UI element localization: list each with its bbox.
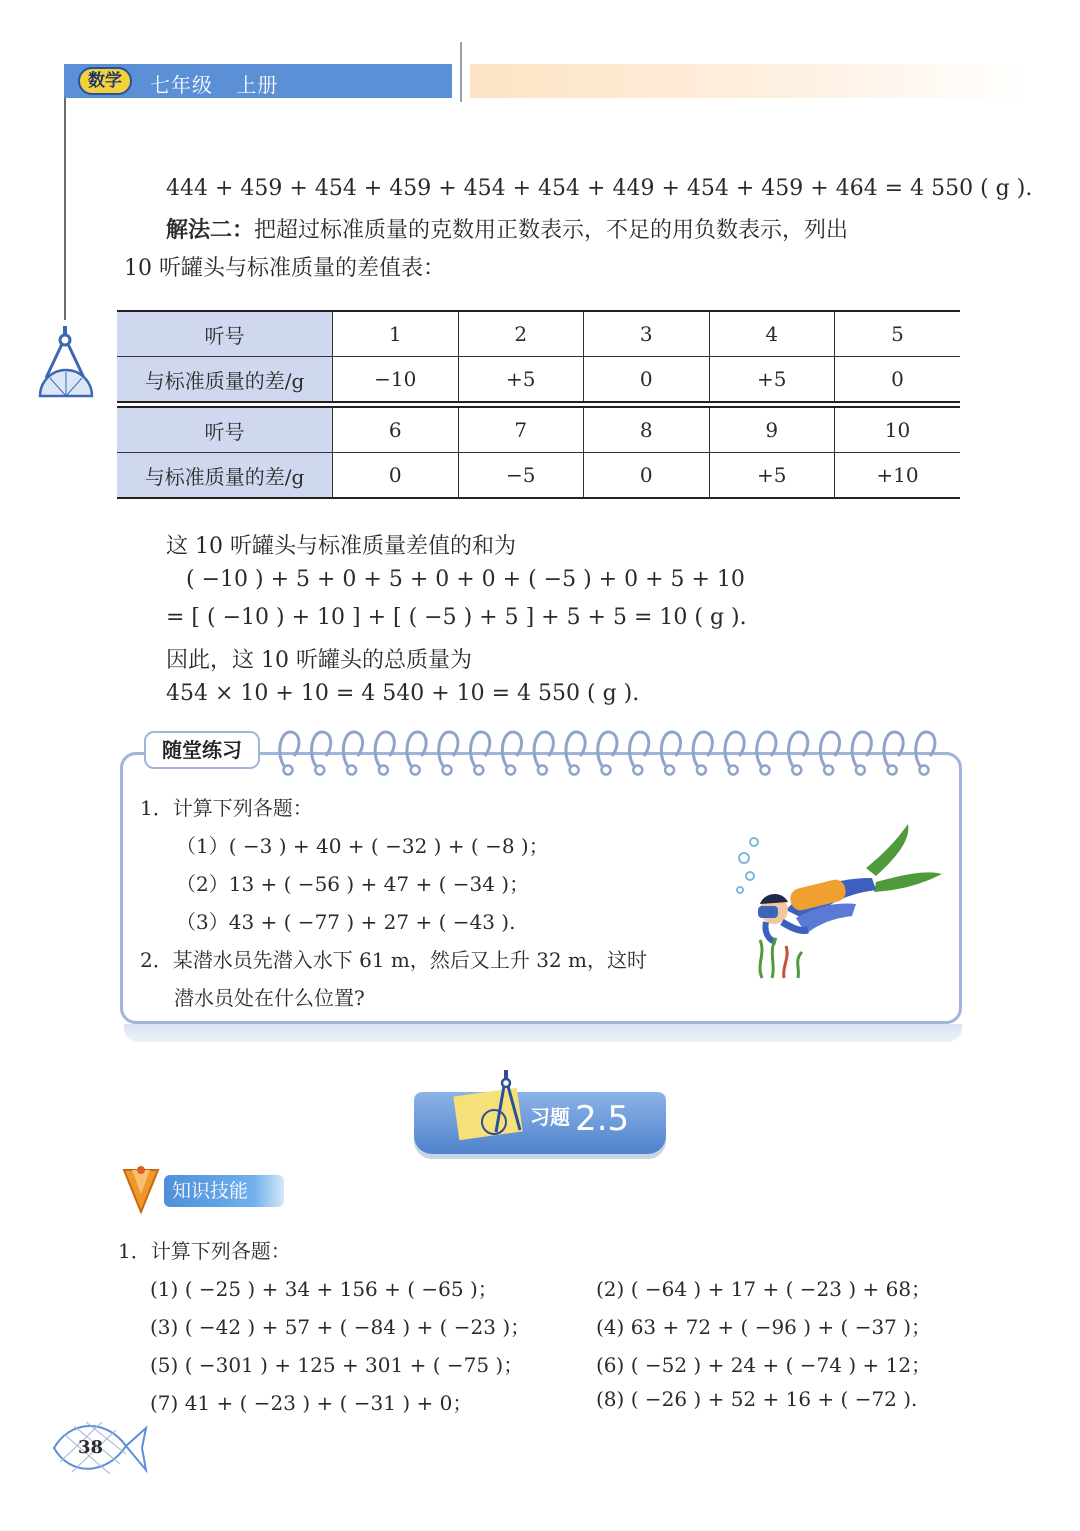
table-cell: −5	[458, 453, 584, 499]
exercise-item: (5) ( −301 ) + 125 + 301 + ( −75 )；	[150, 1353, 524, 1377]
table-cell: 4	[709, 311, 835, 357]
table-cell: 6	[333, 407, 459, 453]
subject-badge: 数学	[78, 67, 132, 95]
margin-line	[64, 98, 66, 320]
ring	[852, 732, 871, 766]
ring	[725, 732, 744, 766]
knowledge-skills-label: 知识技能	[164, 1175, 284, 1207]
ring	[502, 732, 521, 766]
ring-hole	[665, 766, 674, 775]
sum-result: = [ ( −10 ) + 10 ] + [ ( −5 ) + 5 ] + 5 + 5 = 10 ( g ).	[166, 605, 747, 630]
practice-q1-item: （3）43 + ( −77 ) + 27 + ( −43 ).	[176, 910, 516, 934]
ring-hole	[570, 766, 579, 775]
diver-illustration-icon	[726, 818, 950, 988]
ring	[534, 732, 553, 766]
ring	[598, 732, 617, 766]
ring-hole	[761, 766, 770, 775]
header-title: 七年级 上册	[150, 73, 279, 97]
method2-text-cont: 10 听罐头与标准质量的差值表：	[124, 256, 445, 281]
table-cell: 0	[584, 453, 710, 499]
table-cell: 0	[584, 357, 710, 403]
table-header-cell: 与标准质量的差/g	[117, 453, 333, 499]
table-cell: +5	[709, 453, 835, 499]
ring-hole	[824, 766, 833, 775]
table-cell: +5	[709, 357, 835, 403]
method2-text: 把超过标准质量的克数用正数表示，不足的用负数表示，列出	[254, 218, 849, 243]
practice-q1-item: （2）13 + ( −56 ) + 47 + ( −34 )；	[176, 872, 530, 896]
ring-hole	[284, 766, 293, 775]
practice-q2-cont: 潜水员处在什么位置?	[174, 986, 365, 1010]
ring-hole	[888, 766, 897, 775]
ring	[693, 732, 712, 766]
exercise-title	[530, 1099, 629, 1139]
sum-intro: 这 10 听罐头与标准质量差值的和为	[166, 534, 516, 559]
ring-hole	[633, 766, 642, 775]
compass-protractor-icon	[36, 326, 96, 400]
table-row	[117, 311, 960, 357]
table-header-cell: 听号	[117, 407, 333, 453]
conclusion: 因此，这 10 听罐头的总质量为	[166, 648, 472, 673]
table-cell: +5	[458, 357, 584, 403]
ring	[789, 732, 808, 766]
ring	[566, 732, 585, 766]
ring	[630, 732, 649, 766]
page-number: 38	[78, 1437, 104, 1458]
ring-hole	[347, 766, 356, 775]
ring-hole	[443, 766, 452, 775]
exercise-number: 2.5	[575, 1099, 630, 1139]
exercise-item: (3) ( −42 ) + 57 + ( −84 ) + ( −23 )；	[150, 1315, 531, 1339]
exercise-item: (1) ( −25 ) + 34 + 156 + ( −65 )；	[150, 1277, 498, 1301]
sum-expression: ( −10 ) + 5 + 0 + 5 + 0 + 0 + ( −5 ) + 0 + 5 + 10	[186, 567, 745, 592]
table-cell: 2	[458, 311, 584, 357]
difference-table-part2	[117, 406, 960, 499]
total-mass: 454 × 10 + 10 = 4 540 + 10 = 4 550 ( g ).	[166, 681, 640, 706]
exercise-item: (7) 41 + ( −23 ) + ( −31 ) + 0；	[150, 1391, 473, 1415]
ring-hole	[315, 766, 324, 775]
header-gradient	[470, 64, 1030, 98]
ring	[757, 732, 776, 766]
ring	[375, 732, 394, 766]
ring	[884, 732, 903, 766]
ring-hole	[506, 766, 515, 775]
table-row	[117, 407, 960, 453]
exercise-item: (4) 63 + 72 + ( −96 ) + ( −37 )；	[596, 1315, 932, 1339]
practice-q2: 2．某潜水员先潜入水下 61 m，然后又上升 32 m，这时	[140, 948, 647, 972]
exercise-item: (2) ( −64 ) + 17 + ( −23 ) + 68；	[596, 1277, 932, 1301]
table-header-cell: 听号	[117, 311, 333, 357]
exercise-item: (8) ( −26 ) + 52 + 16 + ( −72 ).	[596, 1387, 918, 1411]
ring-hole	[474, 766, 483, 775]
compass-icon	[474, 1068, 530, 1140]
practice-q1: 1．计算下列各题：	[140, 796, 313, 820]
table-cell: 3	[584, 311, 710, 357]
sum-line: 444 + 459 + 454 + 459 + 454 + 454 + 449 + 454 + 459 + 464 = 4 550 ( g ).	[166, 176, 1033, 201]
ring-hole	[538, 766, 547, 775]
table-cell: 5	[835, 311, 961, 357]
table-cell: 8	[584, 407, 710, 453]
table-cell: 1	[333, 311, 459, 357]
table-cell: +10	[835, 453, 961, 499]
ring-hole	[856, 766, 865, 775]
ring	[916, 732, 935, 766]
table-header-cell: 与标准质量的差/g	[117, 357, 333, 403]
difference-table-part1	[117, 310, 960, 403]
ring	[280, 732, 299, 766]
ring	[439, 732, 458, 766]
ring	[820, 732, 839, 766]
practice-title: 随堂练习	[144, 731, 260, 769]
ring	[312, 732, 331, 766]
notebook-rings-icon	[276, 726, 956, 780]
ring-hole	[602, 766, 611, 775]
ring-hole	[792, 766, 801, 775]
exercise-item: (6) ( −52 ) + 24 + ( −74 ) + 12；	[596, 1353, 932, 1377]
ring-hole	[920, 766, 929, 775]
table-row	[117, 453, 960, 499]
method2-paragraph	[166, 213, 848, 244]
ring	[471, 732, 490, 766]
ring-hole	[379, 766, 388, 775]
table-cell: 9	[709, 407, 835, 453]
pencil-tip-icon	[122, 1164, 160, 1214]
ring	[661, 732, 680, 766]
table-cell: −10	[333, 357, 459, 403]
table-cell: 7	[458, 407, 584, 453]
ring-hole	[697, 766, 706, 775]
practice-q1-item: （1）( −3 ) + 40 + ( −32 ) + ( −8 )；	[176, 834, 549, 858]
ring	[343, 732, 362, 766]
table-row	[117, 357, 960, 403]
table-cell: 0	[835, 357, 961, 403]
header-divider	[460, 42, 462, 102]
ring	[407, 732, 426, 766]
ring-hole	[729, 766, 738, 775]
ring-hole	[411, 766, 420, 775]
exercise-q1: 1．计算下列各题：	[118, 1239, 291, 1263]
practice-box-shadow	[124, 1024, 962, 1042]
table-cell: 0	[333, 453, 459, 499]
method2-label: 解法二：	[166, 218, 255, 243]
table-cell: 10	[835, 407, 961, 453]
exercise-label: 习题	[530, 1105, 570, 1129]
